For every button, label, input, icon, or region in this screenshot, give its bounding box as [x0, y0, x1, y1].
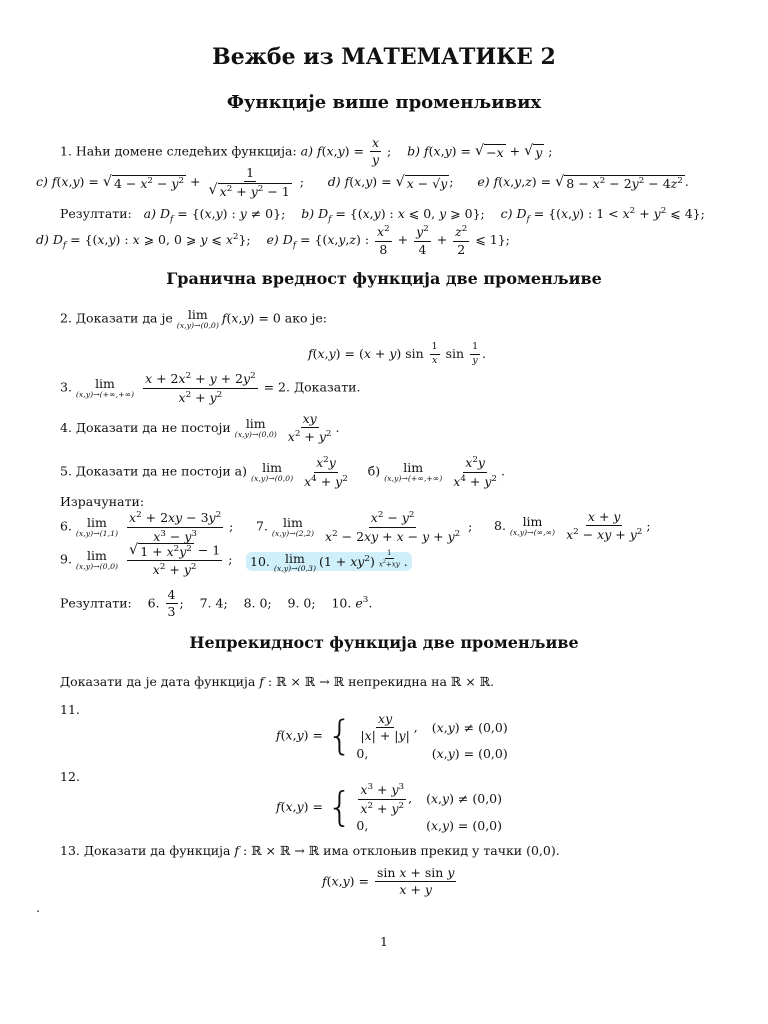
problem-1-line-2: c) f(x,y) = √ $4 - x^2 - y^2$ + 1 √ $x^2 + y^2 - 1$ ; d) f(x,y) = √ x − √y ; e) f(x,y,z) = √ $8 - x^2 - 2y^2 - 4z^2$ .	[36, 165, 689, 200]
problem-4: 4. Доказати да не постоји lim (x,y)→(0,0) $\frac{xy}{x^2 + y^2}$ .	[60, 411, 340, 445]
results-label: Резултати:	[60, 206, 132, 222]
problem-3: 3. lim (x,y)→(+∞,+∞) $\frac{x + 2x^2 + y + 2y^2}{x^2 + y^2}$ = 2. Доказати.	[60, 371, 361, 405]
problem-1-line-1: 1. Наћи домене следећих функција: a) f(x,y) = $\frac{x}{y}$ ; b) f(x,y) = √ −x + √ y ;	[60, 135, 553, 168]
problem-9: 9. lim (x,y)→(0,0) √ $1 + x^2y^2$ − 1 $x^2 + y^2$ ;	[60, 542, 233, 578]
problem-12-formula: f(x,y) = { $\frac{x^3 + y^3}{x^2 + y^2}$ , (x,y) ≠ (0,0) 0, (x,y) = (0,0)	[276, 782, 503, 834]
continuity-intro-text: Доказати да је дата функција	[60, 674, 256, 689]
problem-3-text: Доказати.	[293, 379, 361, 395]
problem-5-text-b: б)	[367, 463, 381, 479]
problem-7: 7. lim (x,y)→(2,2) $\frac{x^2 - y^2}{x^2 - 2xy + x - y + y^2}$ ;	[256, 510, 473, 544]
continuity-intro: Доказати да је дата функција f : ℝ × ℝ → ℝ непрекидна на ℝ × ℝ.	[60, 674, 495, 689]
limits-results-label: Резултати:	[60, 595, 132, 611]
problem-2-text-b: ако је:	[284, 310, 327, 326]
problem-1-text: 1. Наћи домене следећих функција:	[60, 143, 297, 159]
problem-1-results-1: Резултати: a) $D_f = \{(x,y)$ : y ≠ 0}; b) $D_f = \{(x,y)$ : x ⩽ 0, y ⩾ 0}; c) $D_f = \{(x,y)$ : $1 < x^2 + y^2$ ⩽ 4};	[60, 206, 705, 225]
problem-11-number: 11.	[60, 702, 80, 717]
section-title-continuity: Непрекидност функција две променљиве	[189, 633, 579, 652]
problem-1-results-2: d) $D_f = \{(x,y)$ : x ⩾ 0, 0 ⩾ y ⩽ $x^2$}; e) $D_f = \{(x,y,z)$ : $\frac{x^2}{8}$ + $\frac{y^2}{4}$ + $\frac{z^2}{2}$ ⩽ 1};	[36, 224, 510, 257]
problem-4-text: 4. Доказати да не постоји	[60, 419, 231, 435]
continuity-intro-text-b: непрекидна на	[348, 674, 447, 689]
page-number: 1	[380, 934, 388, 949]
problem-8: 8. lim (x,y)→(∞,∞) $\frac{x + y}{x^2 - xy + y^2}$ ;	[494, 509, 651, 543]
page-title: Вежбе из МАТЕМАТИКЕ 2	[212, 44, 556, 70]
problem-2-text: 2. Доказати да је	[60, 310, 173, 326]
problem-11-formula: f(x,y) = { $\frac{xy}{|x| + |y|}$ , (x,y) ≠ (0,0) 0, (x,y) = (0,0)	[276, 711, 508, 761]
problem-13-text: 13. Доказати да функција	[60, 843, 231, 858]
problem-2-formula: f(x,y) = (x + y) sin $\frac{1}{x}$ sin $\frac{1}{y}$ .	[308, 341, 487, 366]
problem-13: 13. Доказати да функција f : ℝ × ℝ → ℝ има отклоњив прекид у тачки (0,0).	[60, 843, 560, 858]
stray-dot: .	[36, 900, 40, 915]
problem-10-highlight: 10. lim (x,y)→(0,3) $(1 + xy^2)$ $^{\frac{1}{x^2+xy}}$ .	[246, 552, 412, 571]
section-title-limits: Гранична вредност функција две променљиве	[166, 269, 602, 288]
problem-13-formula: f(x,y) = $\frac{\text{sin x + sin y}}{x + y}$	[322, 865, 455, 898]
problem-12-number: 12.	[60, 769, 80, 784]
problem-10	[246, 549, 412, 574]
limits-results: Резултати: 6. $\frac{4}{3}$ ; 7. 4; 8. 0; 9. 0; 10. $e^3$.	[60, 587, 373, 620]
section-title-functions: Функције више променљивих	[226, 92, 542, 113]
problem-13-text-b: има отклоњив прекид у тачки (0,0).	[323, 843, 560, 858]
problem-5: 5. Доказати да не постоји а) lim (x,y)→(0,0) $\frac{x^2y}{x^4 + y^2}$ б) lim (x,y)→(+∞,+∞) $\frac{x^2y}{x^4 + y^2}$ .	[60, 455, 505, 489]
problem-2: 2. Доказати да је lim (x,y)→(0,0) f(x,y) = 0 ако је:	[60, 307, 327, 330]
compute-label: Израчунати:	[60, 494, 145, 509]
problem-5-text: 5. Доказати да не постоји а)	[60, 463, 247, 479]
problem-6: 6. lim (x,y)→(1,1) $\frac{x^2 + 2xy - 3y^2}{x^3 - y^3}$ ;	[60, 510, 234, 544]
